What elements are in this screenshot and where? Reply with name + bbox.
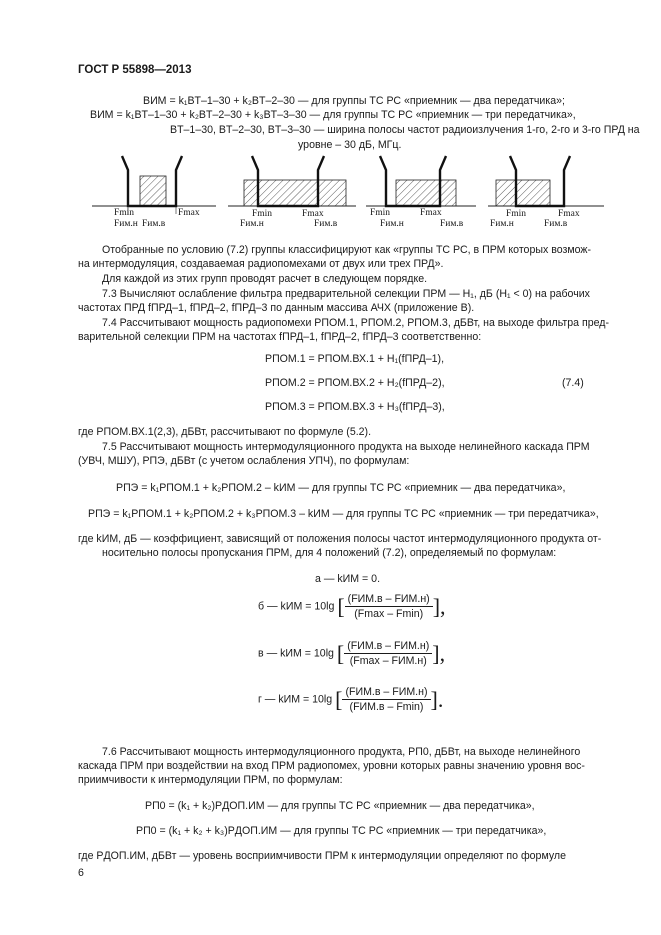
equation-number-7-4: (7.4) (562, 377, 584, 389)
paragraph-groups: Отобранные по условию (7.2) группы классифицируют как «группы ТС РС, в ПРМ которых возмож- (102, 244, 591, 256)
bracket-close: ]. (430, 687, 444, 712)
paragraph-where-pdop: где PДОП.ИМ, дБВт — уровень восприимчивости ПРМ к интермодуляции определяют по формуле (78, 850, 566, 862)
case-b-denominator: (Fmax – Fmin) (354, 608, 424, 621)
paragraph-7-5-cont: (УВЧ, МШУ), PПЭ, дБВт (с учетом ослабления УПЧ), по формулам: (78, 455, 410, 467)
case-v (258, 639, 445, 669)
case-g-numerator: (FИМ.в – FИМ.н) (342, 685, 430, 700)
bracket-open: [ (337, 594, 345, 619)
paragraph-7-5: 7.5 Рассчитывают мощность интермодуляционного продукта на выходе нелинейного каскада ПРМ (102, 441, 590, 453)
fim-n-label: Fим.н (240, 219, 264, 229)
bracket-close: ], (432, 641, 446, 666)
case-v-numerator: (FИМ.в – FИМ.н) (344, 639, 432, 654)
fmin-label: Fmin (506, 209, 527, 219)
fim-n-label: Fим.н (490, 219, 514, 229)
definition-line-4: уровне – 30 дБ, МГц. (298, 139, 402, 151)
fmin-label: Fmin (252, 209, 273, 219)
intermod-diagram-4 (488, 150, 604, 232)
page-number: 6 (78, 867, 84, 879)
fmax-label: Fmax (420, 208, 442, 218)
paragraph-7-3: 7.3 Вычисляют ослабление фильтра предварительной селекции ПРМ — H₁, дБ (H₁ < 0) на рабочих (102, 288, 590, 300)
case-b-lhs: б — kИМ = 10lg (258, 600, 335, 613)
bracket-close: ], (432, 594, 446, 619)
intermod-diagram-2 (228, 150, 356, 232)
definition-line-1: BИМ = k₁BТ–1–30 + k₂BТ–2–30 — для группы ТС РС «приемник — два передатчика»; (143, 95, 565, 107)
equation-7-5-three: PПЭ = k₁PПОМ.1 + k₂PПОМ.2 + k₃PПОМ.3 – kИМ — для группы ТС РС «приемник — три передатчика», (88, 508, 599, 520)
definition-line-3: BТ–1–30, BТ–2–30, BТ–3–30 — ширина полосы частот радиоизлучения 1-го, 2-го и 3-го ПРД на (170, 124, 640, 136)
bracket-open: [ (335, 687, 343, 712)
paragraph-7-4: 7.4 Рассчитывают мощность радиопомехи PПОМ.1, PПОМ.2, PПОМ.3, дБВт, на выходе фильтра пред- (102, 317, 609, 329)
case-v-denominator: (Fmax – FИМ.н) (349, 655, 427, 668)
intermod-diagram-3 (366, 150, 476, 232)
case-b-fraction (345, 592, 433, 622)
paragraph-7-3-cont: частотах ПРД fПРД–1, fПРД–2, fПРД–3 по данным массива АЧХ (приложение В). (78, 302, 475, 314)
paragraph-7-6-cont-2: приимчивости к интермодуляции ПРМ, по формулам: (78, 774, 343, 786)
bracket-open: [ (336, 641, 345, 666)
case-g-lhs: г — kИМ = 10lg (258, 693, 333, 706)
equation-7-6-two: PП0 = (k₁ + k₂)PДОП.ИМ — для группы ТС РС «приемник — два передатчика», (145, 800, 535, 812)
fmax-label: Fmax (178, 208, 200, 218)
fim-v-label: Fим.в (314, 219, 338, 229)
case-b (258, 592, 446, 622)
paragraph-groups-cont: на интермодуляция, создаваемая радиопомехами от двух или трех ПРД». (78, 258, 444, 270)
equation-7-4-line-1: PПОМ.1 = PПОМ.ВХ.1 + H₁(fПРД–1), (265, 353, 445, 365)
paragraph-7-4-cont: варительной селекции ПРМ на частотах fПРД–1, fПРД–2, fПРД–3 соответственно: (78, 331, 482, 343)
equation-7-6-three: PП0 = (k₁ + k₂ + k₃)PДОП.ИМ — для группы ТС РС «приемник — три передатчика», (136, 825, 547, 837)
fim-n-label: Fим.н (380, 219, 404, 229)
fmax-label: Fmax (558, 209, 580, 219)
fim-v-label: Fим.в (142, 219, 166, 229)
paragraph-7-6: 7.6 Рассчитывают мощность интермодуляционного продукта, PП0, дБВт, на выходе нелинейного (102, 746, 581, 758)
paragraph-kim: где kИМ, дБ — коэффициент, зависящий от положения полосы частот интермодуляционного продукта от- (78, 533, 602, 545)
fmin-label: Fmin (370, 208, 391, 218)
equation-7-5-two: PПЭ = k₁PПОМ.1 + k₂PПОМ.2 – kИМ — для группы ТС РС «приемник — два передатчика», (116, 482, 566, 494)
case-g-denominator: (FИМ.в – Fmin) (349, 701, 424, 714)
definition-line-2: BИМ = k₁BТ–1–30 + k₂BТ–2–30 + k₃BТ–3–30 — для группы ТС РС «приемник — три передатчика», (90, 109, 576, 121)
document-header: ГОСТ Р 55898—2013 (78, 64, 192, 76)
fim-v-label: Fим.в (544, 219, 568, 229)
equation-7-4-line-2: PПОМ.2 = PПОМ.ВХ.2 + H₂(fПРД–2), (265, 377, 445, 389)
paragraph-7-6-cont-1: каскада ПРМ при воздействии на вход ПРМ радиопомех, уровни которых равны значению уровня вос- (78, 760, 585, 772)
case-v-lhs: в — kИМ = 10lg (258, 647, 334, 660)
fim-v-label: Fим.в (440, 219, 464, 229)
fmin-label: Fmin (114, 208, 135, 218)
case-g-fraction (342, 685, 430, 715)
case-v-fraction (344, 639, 432, 669)
intermod-diagram-1 (92, 150, 216, 232)
equation-7-4-line-3: PПОМ.3 = PПОМ.ВХ.3 + H₃(fПРД–3), (265, 401, 445, 413)
fmax-label: Fmax (302, 209, 324, 219)
fim-n-label: Fим.н (114, 219, 138, 229)
case-g (258, 685, 443, 715)
paragraph-order: Для каждой из этих групп проводят расчет в следующем порядке. (102, 273, 428, 285)
case-a: а — kИМ = 0. (315, 573, 381, 585)
paragraph-where-ppom: где PПОМ.ВХ.1(2,3), дБВт, рассчитывают по формуле (5.2). (78, 426, 372, 438)
case-b-numerator: (FИМ.в – FИМ.н) (345, 592, 433, 607)
paragraph-kim-cont: носительно полосы пропускания ПРМ, для 4 положений (7.2), определяемый по формулам: (102, 547, 557, 559)
